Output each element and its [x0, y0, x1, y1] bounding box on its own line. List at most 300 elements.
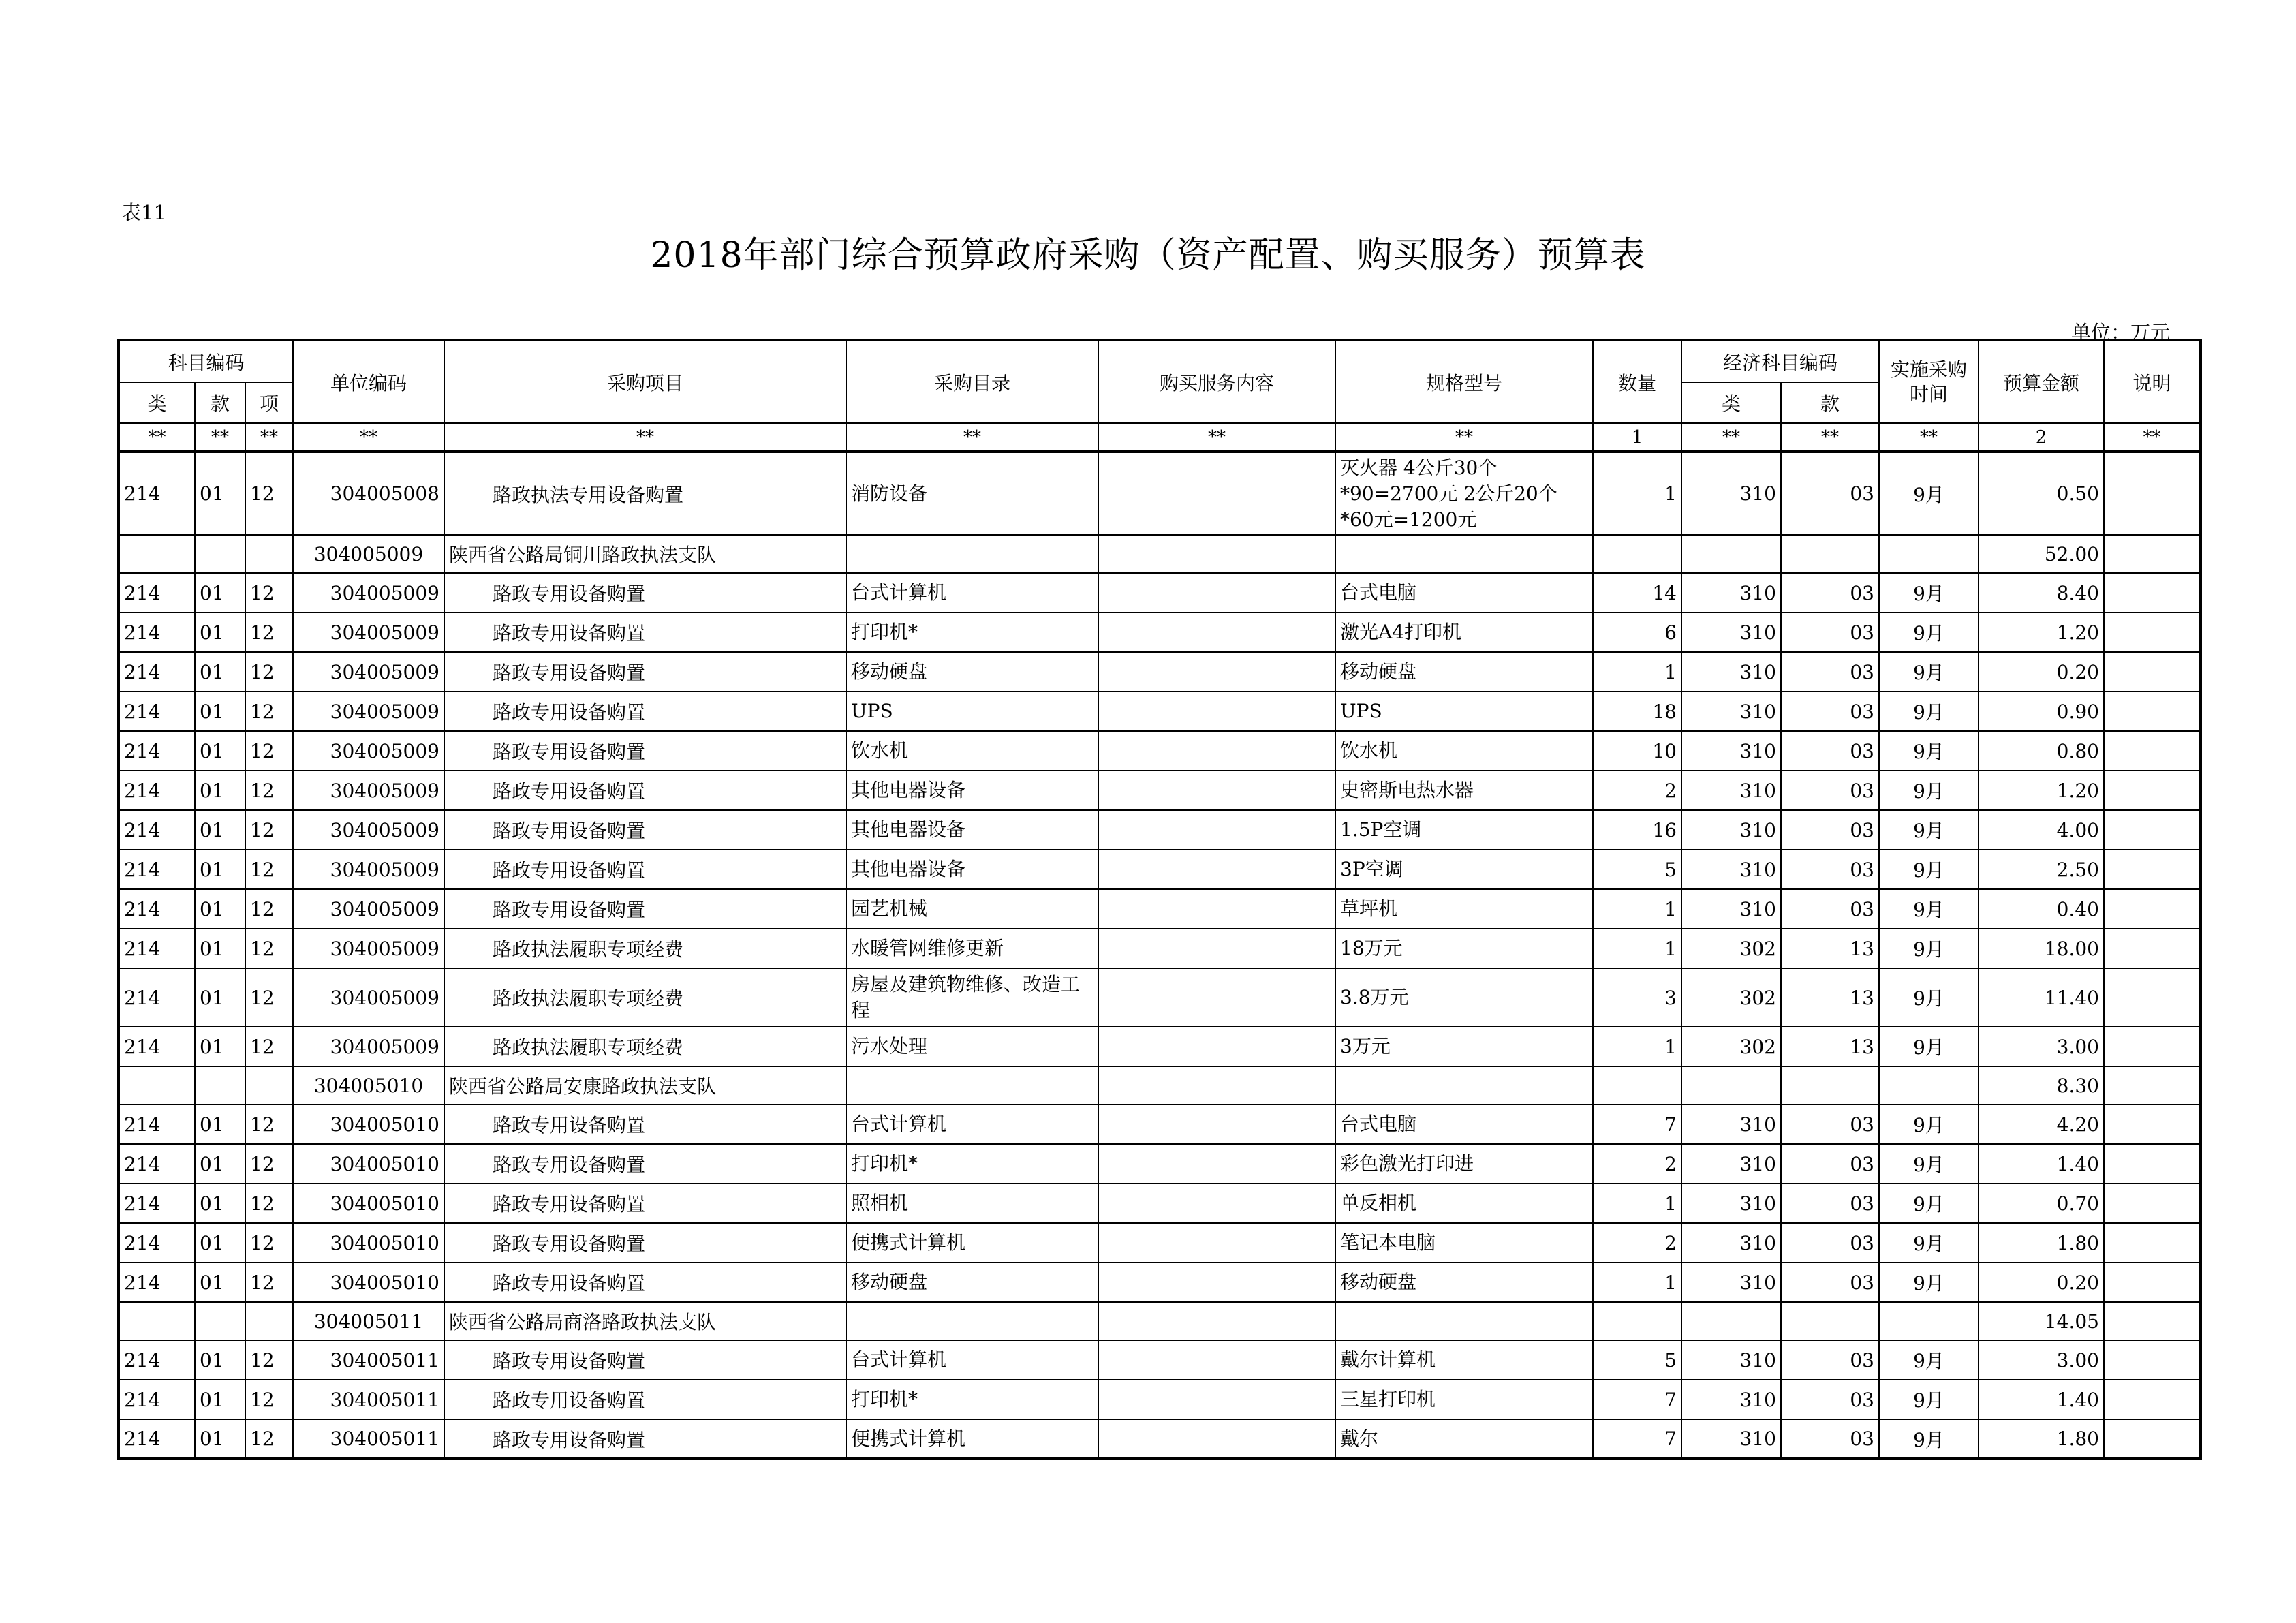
unit-code-cell: 304005010: [293, 1066, 444, 1104]
empty-cell: [1593, 535, 1681, 573]
unit-code-cell: 304005009: [293, 1027, 444, 1066]
remark-cell: [2104, 573, 2201, 613]
econ-kuan-cell: 13: [1781, 968, 1879, 1027]
kuan-cell: 01: [195, 850, 245, 889]
econ-lei-cell: 310: [1681, 652, 1781, 692]
remark-cell: [2104, 889, 2201, 929]
purchase-catalog-cell: 便携式计算机: [846, 1419, 1098, 1459]
table-row: [119, 1380, 2201, 1419]
unit-subtotal-row: [119, 1066, 2201, 1104]
quantity-cell: 1: [1593, 929, 1681, 968]
econ-lei-cell: 310: [1681, 573, 1781, 613]
table-label: 表11: [121, 201, 166, 224]
quantity-cell: 2: [1593, 771, 1681, 810]
header-quantity: 数量: [1593, 340, 1681, 423]
table-header: [119, 340, 2201, 452]
unit-code-cell: 304005011: [293, 1302, 444, 1340]
econ-kuan-cell: 03: [1781, 810, 1879, 850]
spec-model-cell: 饮水机: [1335, 731, 1593, 771]
header-impl-time: 实施采购时间: [1879, 340, 1979, 423]
remark-cell: [2104, 452, 2201, 535]
empty-cell: [1879, 1302, 1979, 1340]
budget-amount-cell: 8.30: [1979, 1066, 2104, 1104]
quantity-cell: 1: [1593, 652, 1681, 692]
xiang-cell: 12: [245, 1263, 293, 1302]
budget-amount-cell: 14.05: [1979, 1302, 2104, 1340]
service-content-cell: [1098, 1223, 1335, 1263]
kuan-cell: 01: [195, 452, 245, 535]
lei-cell: 214: [119, 613, 195, 652]
code-cell: 1: [1593, 423, 1681, 452]
code-cell: **: [1781, 423, 1879, 452]
remark-cell: [2104, 1184, 2201, 1223]
econ-lei-cell: 310: [1681, 1263, 1781, 1302]
kuan-cell: 01: [195, 1340, 245, 1380]
purchase-item-cell: 路政专用设备购置: [444, 771, 846, 810]
table-row: [119, 1144, 2201, 1184]
header-econ-lei: 类: [1681, 382, 1781, 423]
quantity-cell: 7: [1593, 1419, 1681, 1459]
kuan-cell: 01: [195, 889, 245, 929]
lei-cell: 214: [119, 771, 195, 810]
econ-kuan-cell: 03: [1781, 850, 1879, 889]
unit-code-cell: 304005010: [293, 1104, 444, 1144]
header-kuan: 款: [195, 382, 245, 423]
purchase-catalog-cell: 打印机*: [846, 613, 1098, 652]
econ-lei-cell: 310: [1681, 850, 1781, 889]
kuan-cell: 01: [195, 771, 245, 810]
impl-time-cell: 9月: [1879, 1144, 1979, 1184]
code-cell: **: [195, 423, 245, 452]
quantity-cell: 1: [1593, 1027, 1681, 1066]
econ-kuan-cell: 03: [1781, 889, 1879, 929]
remark-cell: [2104, 1380, 2201, 1419]
code-cell: **: [293, 423, 444, 452]
econ-lei-cell: 310: [1681, 889, 1781, 929]
table-row: [119, 692, 2201, 731]
purchase-item-cell: 路政专用设备购置: [444, 1104, 846, 1144]
code-cell: 2: [1979, 423, 2104, 452]
header-spec-model: 规格型号: [1335, 340, 1593, 423]
impl-time-cell: 9月: [1879, 1419, 1979, 1459]
quantity-cell: 10: [1593, 731, 1681, 771]
purchase-catalog-cell: 台式计算机: [846, 573, 1098, 613]
remark-cell: [2104, 1419, 2201, 1459]
unit-code-cell: 304005009: [293, 535, 444, 573]
econ-lei-cell: 302: [1681, 1027, 1781, 1066]
purchase-catalog-cell: 打印机*: [846, 1380, 1098, 1419]
spec-model-cell: UPS: [1335, 692, 1593, 731]
econ-lei-cell: 310: [1681, 1380, 1781, 1419]
remark-cell: [2104, 731, 2201, 771]
budget-amount-cell: 1.20: [1979, 613, 2104, 652]
quantity-cell: 5: [1593, 1340, 1681, 1380]
header-service-content: 购买服务内容: [1098, 340, 1335, 423]
econ-lei-cell: 310: [1681, 771, 1781, 810]
quantity-cell: 3: [1593, 968, 1681, 1027]
lei-cell: 214: [119, 1340, 195, 1380]
xiang-cell: 12: [245, 452, 293, 535]
quantity-cell: 18: [1593, 692, 1681, 731]
purchase-catalog-cell: 移动硬盘: [846, 652, 1098, 692]
econ-kuan-cell: 03: [1781, 1104, 1879, 1144]
service-content-cell: [1098, 731, 1335, 771]
econ-lei-cell: 310: [1681, 810, 1781, 850]
header-econ-code: 经济科目编码: [1681, 340, 1879, 382]
unit-subtotal-row: [119, 1302, 2201, 1340]
budget-amount-cell: 0.20: [1979, 652, 2104, 692]
kuan-cell: 01: [195, 1263, 245, 1302]
remark-cell: [2104, 810, 2201, 850]
xiang-cell: 12: [245, 810, 293, 850]
econ-kuan-cell: 03: [1781, 731, 1879, 771]
lei-cell: 214: [119, 1419, 195, 1459]
purchase-item-cell: 路政执法履职专项经费: [444, 968, 846, 1027]
budget-amount-cell: 2.50: [1979, 850, 2104, 889]
purchase-item-cell: 路政专用设备购置: [444, 1223, 846, 1263]
purchase-item-cell: 路政专用设备购置: [444, 1340, 846, 1380]
budget-amount-cell: 1.20: [1979, 771, 2104, 810]
lei-cell: 214: [119, 1104, 195, 1144]
empty-cell: [1781, 1066, 1879, 1104]
purchase-item-cell: 路政专用设备购置: [444, 1184, 846, 1223]
xiang-cell: 12: [245, 889, 293, 929]
table-row: [119, 1340, 2201, 1380]
quantity-cell: 16: [1593, 810, 1681, 850]
service-content-cell: [1098, 889, 1335, 929]
xiang-cell: 12: [245, 1027, 293, 1066]
budget-amount-cell: 11.40: [1979, 968, 2104, 1027]
table-row: [119, 731, 2201, 771]
remark-cell: [2104, 535, 2201, 573]
econ-kuan-cell: 13: [1781, 1027, 1879, 1066]
spec-model-cell: 激光A4打印机: [1335, 613, 1593, 652]
lei-cell: 214: [119, 968, 195, 1027]
unit-code-cell: 304005009: [293, 771, 444, 810]
unit-code-cell: 304005010: [293, 1263, 444, 1302]
xiang-cell: 12: [245, 1184, 293, 1223]
service-content-cell: [1098, 573, 1335, 613]
unit-code-cell: 304005011: [293, 1419, 444, 1459]
impl-time-cell: 9月: [1879, 1104, 1979, 1144]
empty-cell: [846, 1302, 1098, 1340]
xiang-cell: 12: [245, 1104, 293, 1144]
kuan-cell: [195, 1302, 245, 1340]
budget-amount-cell: 0.40: [1979, 889, 2104, 929]
quantity-cell: 1: [1593, 452, 1681, 535]
purchase-catalog-cell: 园艺机械: [846, 889, 1098, 929]
service-content-cell: [1098, 1184, 1335, 1223]
unit-code-cell: 304005010: [293, 1184, 444, 1223]
econ-lei-cell: 302: [1681, 968, 1781, 1027]
purchase-item-cell: 路政专用设备购置: [444, 889, 846, 929]
table-row: [119, 1027, 2201, 1066]
service-content-cell: [1098, 1419, 1335, 1459]
unit-name-cell: 陕西省公路局商洛路政执法支队: [444, 1302, 846, 1340]
service-content-cell: [1098, 1144, 1335, 1184]
service-content-cell: [1098, 929, 1335, 968]
code-cell: **: [444, 423, 846, 452]
unit-code-cell: 304005010: [293, 1144, 444, 1184]
table-row: [119, 810, 2201, 850]
header-econ-kuan: 款: [1781, 382, 1879, 423]
empty-cell: [1335, 1302, 1593, 1340]
econ-lei-cell: 310: [1681, 692, 1781, 731]
service-content-cell: [1098, 1380, 1335, 1419]
spec-model-cell: 3.8万元: [1335, 968, 1593, 1027]
empty-cell: [846, 535, 1098, 573]
remark-cell: [2104, 1104, 2201, 1144]
purchase-catalog-cell: 水暖管网维修更新: [846, 929, 1098, 968]
kuan-cell: [195, 535, 245, 573]
econ-lei-cell: 310: [1681, 1104, 1781, 1144]
econ-kuan-cell: 03: [1781, 1263, 1879, 1302]
kuan-cell: 01: [195, 810, 245, 850]
econ-lei-cell: 302: [1681, 929, 1781, 968]
econ-lei-cell: 310: [1681, 1223, 1781, 1263]
remark-cell: [2104, 968, 2201, 1027]
econ-kuan-cell: 03: [1781, 452, 1879, 535]
spec-model-cell: 彩色激光打印进: [1335, 1144, 1593, 1184]
remark-cell: [2104, 929, 2201, 968]
service-content-cell: [1098, 810, 1335, 850]
xiang-cell: 12: [245, 771, 293, 810]
purchase-catalog-cell: 照相机: [846, 1184, 1098, 1223]
econ-lei-cell: 310: [1681, 1144, 1781, 1184]
impl-time-cell: 9月: [1879, 1223, 1979, 1263]
unit-code-cell: 304005009: [293, 929, 444, 968]
purchase-item-cell: 路政执法专用设备购置: [444, 452, 846, 535]
budget-amount-cell: 0.20: [1979, 1263, 2104, 1302]
econ-kuan-cell: 03: [1781, 1380, 1879, 1419]
lei-cell: 214: [119, 889, 195, 929]
empty-cell: [1879, 1066, 1979, 1104]
xiang-cell: 12: [245, 731, 293, 771]
econ-lei-cell: 310: [1681, 1419, 1781, 1459]
page-title: 2018年部门综合预算政府采购（资产配置、购买服务）预算表: [650, 235, 1646, 276]
xiang-cell: [245, 1066, 293, 1104]
table-row: [119, 1104, 2201, 1144]
unit-code-cell: 304005009: [293, 692, 444, 731]
remark-cell: [2104, 1302, 2201, 1340]
impl-time-cell: 9月: [1879, 929, 1979, 968]
empty-cell: [1098, 535, 1335, 573]
service-content-cell: [1098, 771, 1335, 810]
budget-amount-cell: 0.90: [1979, 692, 2104, 731]
lei-cell: 214: [119, 1380, 195, 1419]
econ-kuan-cell: 03: [1781, 652, 1879, 692]
table-row: [119, 613, 2201, 652]
budget-amount-cell: 52.00: [1979, 535, 2104, 573]
remark-cell: [2104, 1027, 2201, 1066]
kuan-cell: 01: [195, 652, 245, 692]
quantity-cell: 7: [1593, 1104, 1681, 1144]
purchase-catalog-cell: 房屋及建筑物维修、改造工程: [846, 968, 1098, 1027]
impl-time-cell: 9月: [1879, 731, 1979, 771]
header-budget-amount: 预算金额: [1979, 340, 2104, 423]
service-content-cell: [1098, 692, 1335, 731]
budget-amount-cell: 3.00: [1979, 1027, 2104, 1066]
spec-model-cell: 笔记本电脑: [1335, 1223, 1593, 1263]
spec-model-cell: 灭火器 4公斤30个*90=2700元 2公斤20个*60元=1200元: [1335, 452, 1593, 535]
budget-amount-cell: 4.20: [1979, 1104, 2104, 1144]
remark-cell: [2104, 1066, 2201, 1104]
xiang-cell: 12: [245, 968, 293, 1027]
purchase-item-cell: 路政执法履职专项经费: [444, 929, 846, 968]
quantity-cell: 14: [1593, 573, 1681, 613]
xiang-cell: 12: [245, 1223, 293, 1263]
impl-time-cell: 9月: [1879, 889, 1979, 929]
empty-cell: [1335, 535, 1593, 573]
budget-amount-cell: 1.80: [1979, 1223, 2104, 1263]
econ-lei-cell: 310: [1681, 1184, 1781, 1223]
header-lei: 类: [119, 382, 195, 423]
quantity-cell: 1: [1593, 1263, 1681, 1302]
kuan-cell: 01: [195, 731, 245, 771]
econ-kuan-cell: 13: [1781, 929, 1879, 968]
spec-model-cell: 3万元: [1335, 1027, 1593, 1066]
kuan-cell: 01: [195, 613, 245, 652]
purchase-item-cell: 路政专用设备购置: [444, 613, 846, 652]
impl-time-cell: 9月: [1879, 1380, 1979, 1419]
budget-amount-cell: 18.00: [1979, 929, 2104, 968]
kuan-cell: 01: [195, 573, 245, 613]
code-cell: **: [119, 423, 195, 452]
impl-time-cell: 9月: [1879, 1340, 1979, 1380]
code-cell: **: [1335, 423, 1593, 452]
lei-cell: 214: [119, 652, 195, 692]
spec-model-cell: 三星打印机: [1335, 1380, 1593, 1419]
table-row: [119, 968, 2201, 1027]
unit-code-cell: 304005009: [293, 613, 444, 652]
header-subject-code: 科目编码: [119, 340, 293, 382]
table-row: [119, 1223, 2201, 1263]
service-content-cell: [1098, 452, 1335, 535]
lei-cell: 214: [119, 1144, 195, 1184]
unit-note: 单位：万元: [2071, 321, 2171, 344]
empty-cell: [1098, 1066, 1335, 1104]
xiang-cell: 12: [245, 573, 293, 613]
empty-cell: [1681, 535, 1781, 573]
econ-lei-cell: 310: [1681, 1340, 1781, 1380]
impl-time-cell: 9月: [1879, 968, 1979, 1027]
lei-cell: 214: [119, 1027, 195, 1066]
service-content-cell: [1098, 652, 1335, 692]
lei-cell: 214: [119, 1223, 195, 1263]
purchase-catalog-cell: 移动硬盘: [846, 1263, 1098, 1302]
unit-name-cell: 陕西省公路局铜川路政执法支队: [444, 535, 846, 573]
econ-kuan-cell: 03: [1781, 573, 1879, 613]
service-content-cell: [1098, 850, 1335, 889]
table-row: [119, 452, 2201, 535]
impl-time-cell: 9月: [1879, 1027, 1979, 1066]
impl-time-cell: 9月: [1879, 692, 1979, 731]
impl-time-cell: 9月: [1879, 810, 1979, 850]
empty-cell: [1781, 1302, 1879, 1340]
kuan-cell: 01: [195, 968, 245, 1027]
purchase-item-cell: 路政专用设备购置: [444, 1263, 846, 1302]
kuan-cell: 01: [195, 929, 245, 968]
remark-cell: [2104, 1340, 2201, 1380]
econ-lei-cell: 310: [1681, 731, 1781, 771]
empty-cell: [846, 1066, 1098, 1104]
spec-model-cell: 移动硬盘: [1335, 1263, 1593, 1302]
code-cell: **: [1879, 423, 1979, 452]
purchase-catalog-cell: UPS: [846, 692, 1098, 731]
xiang-cell: 12: [245, 1144, 293, 1184]
budget-amount-cell: 1.40: [1979, 1144, 2104, 1184]
kuan-cell: 01: [195, 692, 245, 731]
table-row: [119, 850, 2201, 889]
empty-cell: [1781, 535, 1879, 573]
econ-kuan-cell: 03: [1781, 1223, 1879, 1263]
remark-cell: [2104, 1144, 2201, 1184]
xiang-cell: 12: [245, 1340, 293, 1380]
spec-model-cell: 台式电脑: [1335, 573, 1593, 613]
xiang-cell: 12: [245, 850, 293, 889]
lei-cell: 214: [119, 850, 195, 889]
remark-cell: [2104, 613, 2201, 652]
impl-time-cell: 9月: [1879, 613, 1979, 652]
quantity-cell: 5: [1593, 850, 1681, 889]
service-content-cell: [1098, 1263, 1335, 1302]
lei-cell: 214: [119, 1184, 195, 1223]
table-row: [119, 771, 2201, 810]
econ-kuan-cell: 03: [1781, 771, 1879, 810]
kuan-cell: 01: [195, 1419, 245, 1459]
spec-model-cell: 草坪机: [1335, 889, 1593, 929]
remark-cell: [2104, 850, 2201, 889]
purchase-catalog-cell: 台式计算机: [846, 1104, 1098, 1144]
purchase-catalog-cell: 其他电器设备: [846, 771, 1098, 810]
budget-table: [117, 339, 2202, 1460]
table-row: [119, 929, 2201, 968]
purchase-catalog-cell: 消防设备: [846, 452, 1098, 535]
xiang-cell: 12: [245, 1419, 293, 1459]
lei-cell: [119, 1066, 195, 1104]
impl-time-cell: 9月: [1879, 652, 1979, 692]
service-content-cell: [1098, 613, 1335, 652]
remark-cell: [2104, 771, 2201, 810]
econ-kuan-cell: 03: [1781, 1184, 1879, 1223]
unit-code-cell: 304005008: [293, 452, 444, 535]
purchase-catalog-cell: 台式计算机: [846, 1340, 1098, 1380]
budget-amount-cell: 0.50: [1979, 452, 2104, 535]
lei-cell: 214: [119, 452, 195, 535]
purchase-item-cell: 路政执法履职专项经费: [444, 1027, 846, 1066]
xiang-cell: [245, 1302, 293, 1340]
budget-amount-cell: 3.00: [1979, 1340, 2104, 1380]
purchase-catalog-cell: 饮水机: [846, 731, 1098, 771]
spec-model-cell: 单反相机: [1335, 1184, 1593, 1223]
purchase-item-cell: 路政专用设备购置: [444, 731, 846, 771]
purchase-item-cell: 路政专用设备购置: [444, 652, 846, 692]
unit-code-cell: 304005010: [293, 1223, 444, 1263]
lei-cell: [119, 535, 195, 573]
purchase-item-cell: 路政专用设备购置: [444, 1419, 846, 1459]
unit-code-cell: 304005009: [293, 573, 444, 613]
unit-code-cell: 304005011: [293, 1340, 444, 1380]
kuan-cell: 01: [195, 1104, 245, 1144]
lei-cell: [119, 1302, 195, 1340]
purchase-item-cell: 路政专用设备购置: [444, 810, 846, 850]
budget-amount-cell: 8.40: [1979, 573, 2104, 613]
table-row: [119, 573, 2201, 613]
impl-time-cell: 9月: [1879, 771, 1979, 810]
unit-name-cell: 陕西省公路局安康路政执法支队: [444, 1066, 846, 1104]
econ-kuan-cell: 03: [1781, 1340, 1879, 1380]
econ-kuan-cell: 03: [1781, 1144, 1879, 1184]
